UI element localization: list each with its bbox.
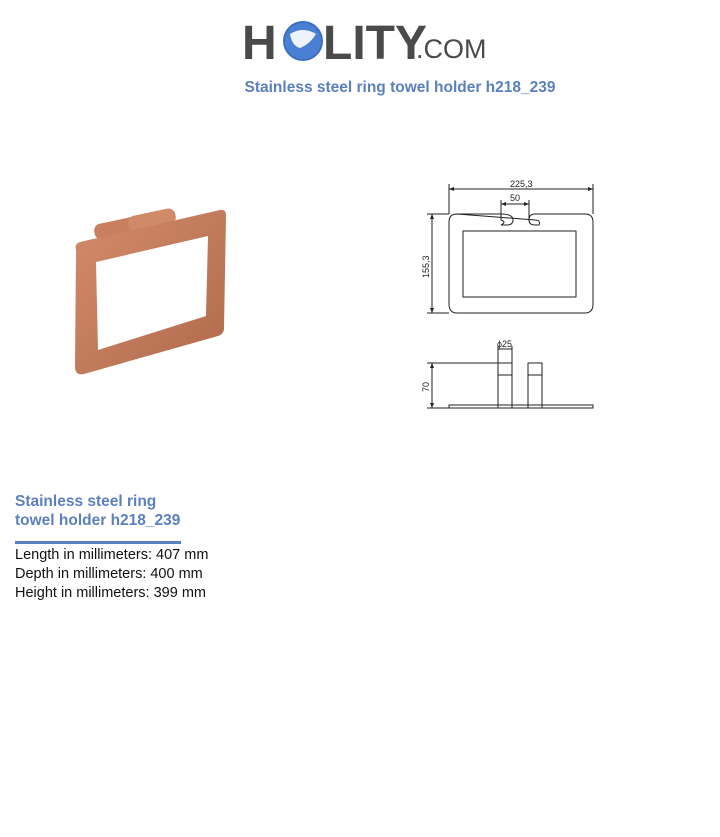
- logo-text-com: .COM: [416, 34, 487, 64]
- product-name: [15, 492, 235, 530]
- spec-height: Height in millimeters: 399 mm: [15, 585, 206, 601]
- technical-drawing: [415, 170, 615, 420]
- front-view-outline: [449, 214, 593, 313]
- dim-front-width: 225,3: [510, 179, 533, 189]
- dim-front-height: 155,3: [421, 255, 431, 278]
- logo-globe-icon: [284, 22, 322, 60]
- side-view-post-right: [528, 363, 542, 408]
- page-title: Stainless steel ring towel holder h218_239: [244, 79, 556, 96]
- spec-length: Length in millimeters: 407 mm: [15, 547, 209, 563]
- side-view-post-left: [498, 363, 512, 408]
- dim-side-height: 70: [421, 381, 431, 392]
- product-name-line1: Stainless steel ring: [15, 493, 157, 510]
- title-divider: [15, 541, 181, 544]
- dim-side-diameter: ϕ25: [497, 339, 513, 349]
- product-name-line2: towel holder h218_239: [15, 512, 181, 529]
- spec-list: [15, 546, 208, 603]
- product-photo: [62, 200, 242, 390]
- spec-depth: Depth in millimeters: 400 mm: [15, 566, 203, 582]
- side-view-base: [449, 405, 593, 408]
- dim-gap-width: 50: [510, 193, 521, 203]
- logo-text-lity: LITY: [323, 17, 427, 68]
- front-view-inner: [463, 231, 576, 297]
- logo-text-h: H: [242, 17, 277, 68]
- holity-logo: [240, 12, 490, 68]
